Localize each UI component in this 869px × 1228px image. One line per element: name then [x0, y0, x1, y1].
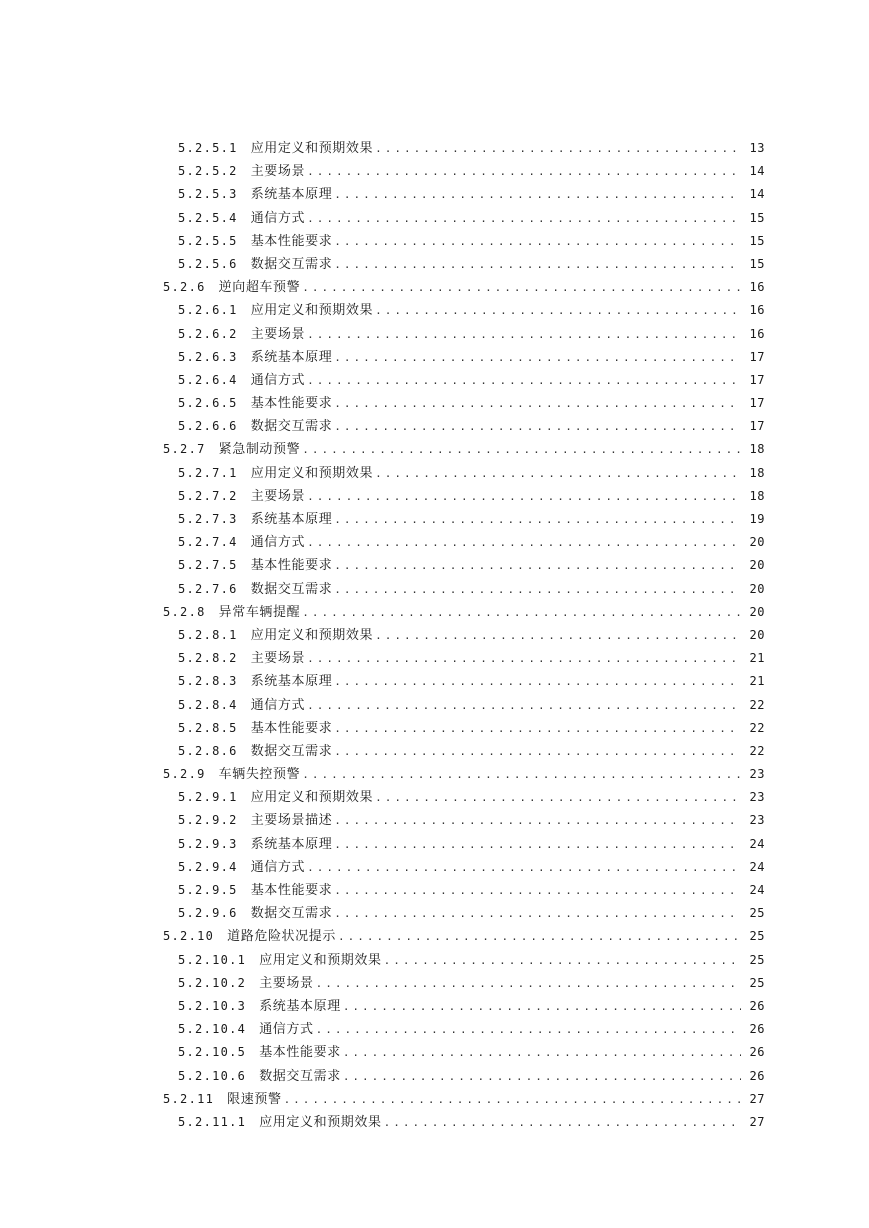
toc-entry-title: 通信方式: [259, 1022, 314, 1038]
toc-entry[interactable]: [163, 995, 765, 1018]
toc-entry-number: 5.2.8.2: [178, 651, 238, 666]
toc-entry-number: 5.2.9.2: [178, 813, 238, 828]
toc-entry-title: 主要场景: [250, 488, 306, 504]
toc-entry-page: 17: [749, 372, 765, 387]
toc-entry-number: 5.2.5.5: [178, 233, 238, 248]
toc-entry[interactable]: [163, 183, 765, 206]
toc-dot-leader: [302, 438, 741, 461]
toc-entry[interactable]: [163, 601, 765, 624]
toc-entry[interactable]: [163, 160, 765, 183]
toc-entry-number: 5.2.10.5: [178, 1045, 247, 1060]
toc-entry-title: 基本性能要求: [250, 396, 333, 412]
toc-entry-title: 车辆失控预警: [218, 767, 301, 783]
toc-entry-title: 应用定义和预期效果: [259, 952, 382, 968]
toc-entry-number: 5.2.10.1: [178, 952, 247, 967]
toc-entry-title: 主要场景: [250, 326, 306, 342]
toc-entry-number: 5.2.10.6: [178, 1068, 247, 1083]
toc-entry-page: 25: [749, 952, 765, 967]
toc-entry[interactable]: [163, 1088, 765, 1111]
toc-entry-page: 14: [749, 187, 765, 202]
toc-entry-number: 5.2.6.1: [178, 303, 238, 318]
toc-entry[interactable]: [163, 1041, 765, 1064]
toc-dot-leader: [343, 1041, 741, 1064]
toc-entry-number: 5.2.6.3: [178, 349, 238, 364]
toc-entry-title: 数据交互需求: [250, 419, 333, 435]
toc-entry-title: 应用定义和预期效果: [259, 1114, 382, 1130]
toc-dot-leader: [334, 392, 741, 415]
toc-entry-title: 主要场景描述: [250, 813, 333, 829]
toc-entry[interactable]: [163, 207, 765, 230]
toc-dot-leader: [307, 856, 741, 879]
toc-entry-title: 限速预警: [227, 1091, 282, 1107]
toc-entry[interactable]: [163, 299, 765, 322]
toc-entry[interactable]: [163, 508, 765, 531]
toc-entry[interactable]: [163, 763, 765, 786]
toc-entry[interactable]: [163, 717, 765, 740]
toc-dot-leader: [334, 253, 741, 276]
toc-entry-title: 道路危险状况提示: [227, 929, 336, 945]
toc-entry-page: 25: [749, 929, 765, 944]
toc-entry-title: 通信方式: [250, 210, 306, 226]
toc-entry-number: 5.2.7.3: [178, 512, 238, 526]
toc-dot-leader: [307, 323, 741, 346]
toc-entry-page: 17: [749, 396, 765, 411]
toc-entry-page: 20: [749, 604, 765, 619]
toc-entry-number: 5.2.7.2: [178, 488, 238, 503]
toc-entry-page: 13: [749, 141, 765, 155]
toc-entry-title: 基本性能要求: [250, 558, 333, 574]
toc-entry-page: 17: [749, 419, 765, 434]
toc-entry[interactable]: [163, 253, 765, 276]
toc-entry-title: 数据交互需求: [250, 581, 333, 597]
toc-entry[interactable]: [163, 972, 765, 995]
toc-entry[interactable]: [163, 740, 765, 763]
toc-entry-title: 应用定义和预期效果: [250, 465, 374, 481]
toc-dot-leader: [338, 925, 741, 948]
toc-dot-leader: [307, 207, 741, 230]
toc-entry-title: 系统基本原理: [259, 998, 341, 1014]
toc-entry-page: 14: [749, 164, 765, 179]
toc-entry-title: 异常车辆提醒: [218, 604, 301, 620]
toc-entry-title: 通信方式: [250, 372, 306, 388]
toc-entry-number: 5.2.5.4: [178, 210, 238, 225]
toc-entry-title: 数据交互需求: [259, 1068, 341, 1084]
toc-entry-page: 20: [749, 558, 765, 573]
toc-dot-leader: [384, 1111, 741, 1134]
toc-entry-number: 5.2.9: [163, 767, 206, 782]
toc-dot-leader: [375, 299, 741, 322]
toc-entry-number: 5.2.11: [163, 1091, 215, 1106]
toc-dot-leader: [375, 137, 741, 160]
toc-entry-title: 应用定义和预期效果: [250, 303, 374, 319]
toc-entry-page: 23: [749, 790, 765, 805]
toc-dot-leader: [334, 183, 741, 206]
toc-entry[interactable]: [163, 369, 765, 392]
toc-entry-page: 26: [749, 1045, 765, 1060]
toc-dot-leader: [302, 276, 741, 299]
toc-entry-number: 5.2.10.2: [178, 975, 247, 990]
toc-entry[interactable]: [163, 856, 765, 879]
toc-entry-title: 应用定义和预期效果: [250, 141, 374, 156]
toc-entry-page: 22: [749, 720, 765, 735]
toc-entry-page: 26: [749, 1022, 765, 1037]
toc-entry-title: 系统基本原理: [250, 349, 333, 365]
toc-dot-leader: [307, 694, 741, 717]
toc-entry-number: 5.2.7.6: [178, 581, 238, 596]
toc-dot-leader: [343, 1065, 741, 1088]
toc-entry-page: 20: [749, 535, 765, 550]
toc-dot-leader: [334, 809, 741, 832]
toc-entry-page: 17: [749, 349, 765, 364]
toc-dot-leader: [284, 1088, 741, 1111]
toc-entry[interactable]: [163, 276, 765, 299]
toc-entry-page: 18: [749, 465, 765, 480]
toc-entry-title: 通信方式: [250, 697, 306, 713]
toc-entry-title: 基本性能要求: [250, 883, 333, 898]
toc-entry-page: 20: [749, 581, 765, 596]
toc-entry-number: 5.2.7: [163, 442, 206, 457]
toc-entry[interactable]: [163, 230, 765, 253]
toc-dot-leader: [316, 1018, 741, 1041]
toc-dot-leader: [334, 415, 741, 438]
toc-entry-number: 5.2.6.5: [178, 396, 238, 411]
toc-entry-number: 5.2.9.5: [178, 883, 238, 897]
toc-entry-title: 主要场景: [250, 651, 306, 667]
toc-dot-leader: [343, 995, 741, 1018]
toc-entry-number: 5.2.10.3: [178, 998, 247, 1013]
toc-entry-title: 系统基本原理: [250, 674, 333, 690]
toc-entry[interactable]: [163, 1111, 765, 1134]
toc-entry[interactable]: [163, 554, 765, 577]
toc-entry-page: 18: [749, 442, 765, 457]
toc-entry-page: 16: [749, 326, 765, 341]
toc-entry[interactable]: [163, 786, 765, 809]
toc-entry-title: 基本性能要求: [259, 1045, 341, 1061]
toc-entry-number: 5.2.10: [163, 929, 215, 944]
toc-entry-number: 5.2.8.1: [178, 627, 238, 642]
toc-entry-title: 逆向超车预警: [218, 280, 301, 296]
toc-dot-leader: [334, 740, 741, 763]
toc-entry-number: 5.2.5.6: [178, 256, 238, 271]
toc-entry-number: 5.2.8.3: [178, 674, 238, 689]
toc-dot-leader: [334, 230, 741, 253]
toc-entry-number: 5.2.6.6: [178, 419, 238, 434]
toc-entry-page: 15: [749, 256, 765, 271]
toc-entry-title: 通信方式: [250, 535, 306, 551]
toc-entry-number: 5.2.5.3: [178, 187, 238, 202]
toc-entry-title: 基本性能要求: [250, 720, 333, 736]
table-of-contents: [163, 137, 765, 1134]
toc-dot-leader: [334, 554, 741, 577]
toc-entry-title: 主要场景: [250, 164, 306, 180]
toc-entry[interactable]: [163, 925, 765, 948]
toc-entry[interactable]: [163, 809, 765, 832]
toc-entry[interactable]: [163, 346, 765, 369]
toc-entry[interactable]: [163, 624, 765, 647]
toc-entry-page: 18: [749, 488, 765, 503]
toc-entry-number: 5.2.10.4: [178, 1022, 247, 1037]
toc-entry[interactable]: [163, 392, 765, 415]
toc-entry-number: 5.2.9.4: [178, 859, 238, 874]
toc-entry[interactable]: [163, 462, 765, 485]
toc-dot-leader: [334, 670, 741, 693]
toc-entry-page: 23: [749, 767, 765, 782]
toc-dot-leader: [307, 160, 741, 183]
toc-entry-number: 5.2.9.1: [178, 790, 238, 805]
toc-entry[interactable]: [163, 833, 765, 856]
toc-entry-page: 25: [749, 975, 765, 990]
toc-dot-leader: [334, 346, 741, 369]
toc-entry-title: 应用定义和预期效果: [250, 627, 374, 643]
toc-dot-leader: [334, 578, 741, 601]
toc-entry-number: 5.2.5.2: [178, 164, 238, 179]
toc-entry-page: 16: [749, 280, 765, 295]
toc-entry-page: 24: [749, 859, 765, 874]
toc-entry-page: 25: [749, 906, 765, 921]
toc-entry-number: 5.2.8.6: [178, 743, 238, 758]
toc-entry-title: 数据交互需求: [250, 256, 333, 272]
toc-entry-page: 20: [749, 627, 765, 642]
toc-entry[interactable]: [163, 531, 765, 554]
toc-entry[interactable]: [163, 949, 765, 972]
toc-dot-leader: [375, 624, 741, 647]
toc-entry-number: 5.2.9.6: [178, 906, 238, 921]
toc-entry-number: 5.2.7.4: [178, 535, 238, 550]
toc-entry-page: 21: [749, 651, 765, 666]
toc-entry-number: 5.2.7.5: [178, 558, 238, 573]
toc-dot-leader: [334, 833, 741, 856]
toc-entry-number: 5.2.5.1: [178, 141, 238, 155]
toc-entry-title: 系统基本原理: [250, 187, 333, 203]
toc-entry-page: 15: [749, 233, 765, 248]
toc-entry-title: 紧急制动预警: [218, 442, 301, 458]
toc-entry[interactable]: [163, 1018, 765, 1041]
toc-entry-number: 5.2.6.4: [178, 372, 238, 387]
toc-dot-leader: [375, 786, 741, 809]
toc-entry-number: 5.2.8.4: [178, 697, 238, 712]
toc-entry-title: 主要场景: [259, 975, 314, 991]
toc-entry-number: 5.2.11.1: [178, 1114, 247, 1129]
toc-entry-page: 23: [749, 813, 765, 828]
toc-dot-leader: [307, 485, 741, 508]
toc-entry[interactable]: [163, 578, 765, 601]
toc-dot-leader: [334, 879, 741, 902]
toc-dot-leader: [375, 462, 741, 485]
toc-entry[interactable]: [163, 485, 765, 508]
toc-entry-page: 26: [749, 1068, 765, 1083]
toc-entry-page: 15: [749, 210, 765, 225]
toc-dot-leader: [302, 763, 741, 786]
toc-entry-page: 21: [749, 674, 765, 689]
toc-dot-leader: [316, 972, 741, 995]
toc-entry-page: 16: [749, 303, 765, 318]
toc-entry-page: 22: [749, 743, 765, 758]
toc-entry[interactable]: [163, 323, 765, 346]
toc-entry-number: 5.2.6.2: [178, 326, 238, 341]
toc-dot-leader: [307, 531, 741, 554]
toc-entry-number: 5.2.8.5: [178, 720, 238, 735]
toc-entry-title: 数据交互需求: [250, 743, 333, 759]
toc-entry-page: 19: [749, 512, 765, 526]
toc-entry-title: 应用定义和预期效果: [250, 790, 374, 806]
toc-entry-page: 22: [749, 697, 765, 712]
toc-entry[interactable]: [163, 902, 765, 925]
toc-entry[interactable]: [163, 415, 765, 438]
toc-entry-number: 5.2.8: [163, 604, 206, 619]
toc-dot-leader: [334, 717, 741, 740]
toc-entry-number: 5.2.9.3: [178, 836, 238, 851]
toc-entry-title: 系统基本原理: [250, 836, 333, 852]
toc-dot-leader: [334, 902, 741, 925]
toc-entry[interactable]: [163, 670, 765, 693]
toc-entry[interactable]: [163, 647, 765, 670]
toc-entry[interactable]: [163, 694, 765, 717]
toc-dot-leader: [384, 949, 741, 972]
toc-entry-title: 数据交互需求: [250, 906, 333, 922]
toc-dot-leader: [334, 508, 741, 531]
toc-entry[interactable]: [163, 137, 765, 160]
toc-entry-title: 通信方式: [250, 859, 306, 875]
toc-entry-page: 27: [749, 1091, 765, 1106]
toc-entry-page: 24: [749, 836, 765, 851]
toc-entry[interactable]: [163, 438, 765, 461]
toc-dot-leader: [307, 369, 741, 392]
toc-entry-number: 5.2.7.1: [178, 465, 238, 480]
toc-entry[interactable]: [163, 1065, 765, 1088]
toc-dot-leader: [307, 647, 741, 670]
toc-dot-leader: [302, 601, 741, 624]
toc-entry-page: 24: [749, 883, 765, 897]
toc-entry-title: 基本性能要求: [250, 233, 333, 249]
toc-entry-page: 27: [749, 1114, 765, 1129]
toc-entry[interactable]: [163, 879, 765, 902]
toc-entry-title: 系统基本原理: [250, 512, 333, 527]
toc-entry-page: 26: [749, 998, 765, 1013]
toc-entry-number: 5.2.6: [163, 280, 206, 295]
